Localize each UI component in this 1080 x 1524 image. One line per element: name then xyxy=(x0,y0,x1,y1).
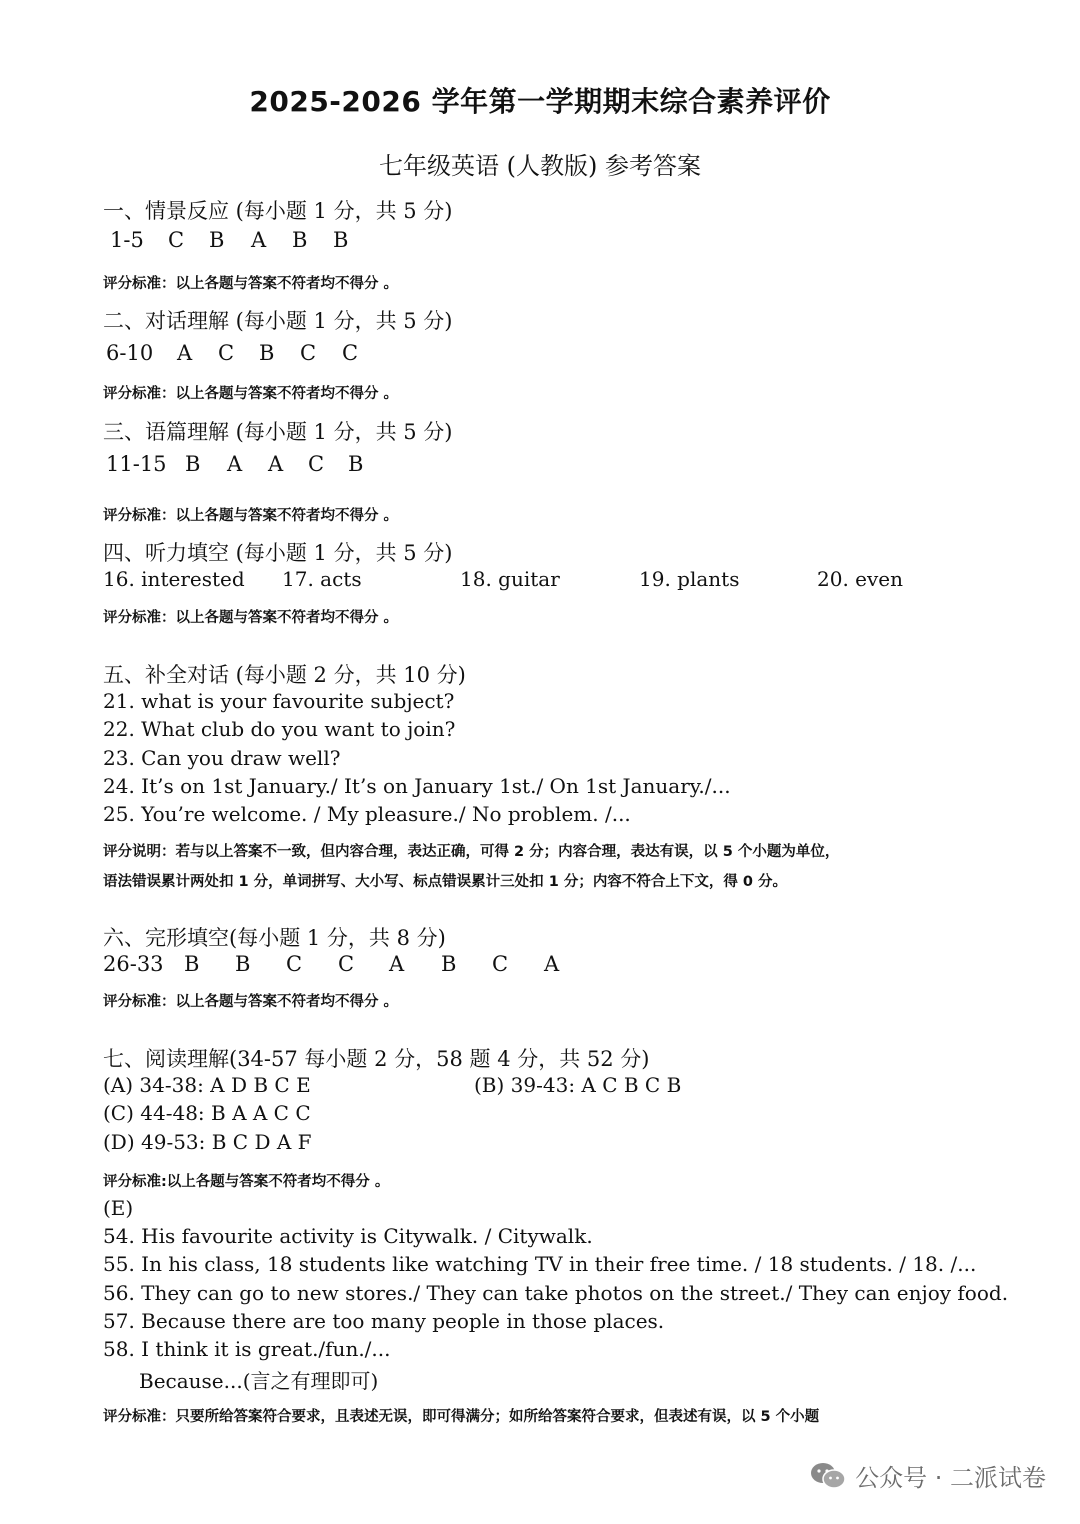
answer: C xyxy=(492,952,509,976)
answer-range: 1-5 xyxy=(110,228,144,252)
answer-line: 56. They can go to new stores./ They can take photos on the street./ They can enjoy food. xyxy=(103,1281,1009,1305)
answer: C xyxy=(308,452,325,476)
answer-line: 58. I think it is great./fun./... xyxy=(103,1337,391,1361)
section-4-heading: 四、听力填空 (每小题 1 分，共 5 分) xyxy=(103,541,453,565)
answer: A xyxy=(544,952,560,976)
reading-answers-d: (D) 49-53: B C D A F xyxy=(103,1130,312,1154)
answer-line: 22. What club do you want to join? xyxy=(103,717,456,741)
answer-line: 57. Because there are too many people in those places. xyxy=(103,1309,665,1333)
answer-range: 26-33 xyxy=(103,952,164,976)
page-title: 2025-2026 学年第一学期期末综合素养评价 xyxy=(249,85,831,118)
answer: B xyxy=(185,452,201,476)
section-6-heading: 六、完形填空(每小题 1 分，共 8 分) xyxy=(103,926,446,950)
listening-answer-20: 20. even xyxy=(817,567,904,591)
answer: C xyxy=(300,341,317,365)
scoring-standard: 评分标准：只要所给答案符合要求，且表述无误，即可得满分；如所给答案符合要求，但表述有误，以 5 个小题 xyxy=(103,1409,820,1425)
section-6-answers xyxy=(103,952,559,976)
answer: B xyxy=(441,952,457,976)
answer: C xyxy=(342,341,359,365)
scoring-explanation: 语法错误累计两处扣 1 分，单词拼写、大小写、标点错误累计三处扣 1 分；内容不符合上下文，得 0 分。 xyxy=(103,874,788,890)
section-2-answers xyxy=(106,341,358,365)
section-3-heading: 三、语篇理解 (每小题 1 分，共 5 分) xyxy=(103,420,453,444)
answer: B xyxy=(209,228,225,252)
answer: C xyxy=(218,341,235,365)
answer-line: 55. In his class, 18 students like watching TV in their free time. / 18 students. / 18. /... xyxy=(103,1252,977,1276)
reading-answers-a: (A) 34-38: A D B C E xyxy=(103,1073,311,1097)
answer: B xyxy=(333,228,349,252)
grading-note: 评分标准：以上各题与答案不符者均不得分 。 xyxy=(103,386,399,402)
section-2-heading: 二、对话理解 (每小题 1 分，共 5 分) xyxy=(103,309,453,333)
answer-line: 23. Can you draw well? xyxy=(103,746,341,770)
grading-note: 评分标准:以上各题与答案不符者均不得分 。 xyxy=(103,1174,390,1190)
answer: C xyxy=(338,952,355,976)
answer-line: 21. what is your favourite subject? xyxy=(103,689,455,713)
answer: B xyxy=(184,952,200,976)
answer-line-continued: Because...(言之有理即可) xyxy=(139,1369,379,1393)
section-3-answers xyxy=(106,452,363,476)
answer-line: 54. His favourite activity is Citywalk. / Citywalk. xyxy=(103,1224,593,1248)
answer: B xyxy=(235,952,251,976)
answer-range: 6-10 xyxy=(106,341,154,365)
grading-note: 评分标准：以上各题与答案不符者均不得分 。 xyxy=(103,276,399,292)
grading-note: 评分标准：以上各题与答案不符者均不得分 。 xyxy=(103,508,399,524)
listening-answer-17: 17. acts xyxy=(282,567,362,591)
answer-line: 25. You’re welcome. / My pleasure./ No problem. /... xyxy=(103,802,631,826)
answer: C xyxy=(168,228,185,252)
reading-answers-b: (B) 39-43: A C B C B xyxy=(474,1073,682,1097)
grading-note: 评分标准：以上各题与答案不符者均不得分 。 xyxy=(103,994,399,1010)
watermark-text: 公众号 · 二派试卷 xyxy=(855,1464,1046,1492)
listening-answer-19: 19. plants xyxy=(639,567,740,591)
section-1-answers xyxy=(110,228,348,252)
answer: A xyxy=(251,228,267,252)
answer: C xyxy=(286,952,303,976)
reading-part-e-label: (E) xyxy=(103,1196,134,1220)
watermark xyxy=(809,1458,1046,1493)
grading-note: 评分标准：以上各题与答案不符者均不得分 。 xyxy=(103,610,399,626)
listening-answer-16: 16. interested xyxy=(103,567,245,591)
scoring-explanation: 评分说明：若与以上答案不一致，但内容合理，表达正确，可得 2 分；内容合理，表达有误，以 5 个小题为单位， xyxy=(103,844,840,860)
listening-answer-18: 18. guitar xyxy=(460,567,560,591)
answer: B xyxy=(348,452,364,476)
answer-range: 11-15 xyxy=(106,452,167,476)
section-7-heading: 七、阅读理解(34-57 每小题 2 分，58 题 4 分，共 52 分) xyxy=(103,1047,650,1071)
answer: B xyxy=(259,341,275,365)
reading-answers-c: (C) 44-48: B A A C C xyxy=(103,1101,311,1125)
answer: A xyxy=(227,452,243,476)
section-1-heading: 一、情景反应 (每小题 1 分，共 5 分) xyxy=(103,199,453,223)
answer-line: 24. It’s on 1st January./ It’s on January 1st./ On 1st January./... xyxy=(103,774,731,798)
answer: A xyxy=(268,452,284,476)
answer: A xyxy=(177,341,193,365)
section-5-heading: 五、补全对话 (每小题 2 分，共 10 分) xyxy=(103,663,466,687)
page-subtitle: 七年级英语 (人教版) 参考答案 xyxy=(379,152,701,180)
wechat-icon xyxy=(809,1461,847,1491)
answer: A xyxy=(389,952,405,976)
answer: B xyxy=(292,228,308,252)
